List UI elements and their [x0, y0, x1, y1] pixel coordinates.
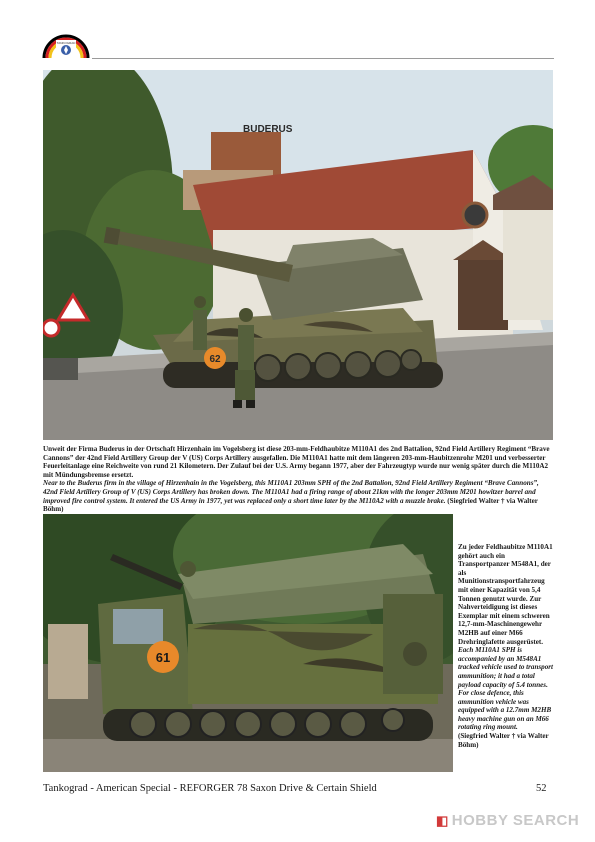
caption-photo2-english: Each M110A1 SPH is accompanied by an M548A1 tracked vehicle used to transport ammunition; it had a total payload capacity of 5.4 tonnes. For close defence, this ammunition vehicle was equipped with a 12.7mm M2HB heavy machine gun on an M66 rotating ring mount.: [458, 646, 553, 732]
caption-photo1-credit: (Siegfried Walter † via Walter Böhm): [43, 496, 538, 514]
photo-m110a1-howitzer: [43, 70, 553, 440]
caption-photo2-credit: (Siegfried Walter † via Walter Böhm): [458, 732, 549, 749]
howitzer-hull-number: 62: [209, 354, 221, 365]
header-rule: [92, 58, 554, 59]
photo-m548a1-ammunition-carrier: [43, 514, 453, 772]
carrier-hull-number: 61: [155, 650, 171, 665]
footer-book-title: Tankograd - American Special - REFORGER 78 Saxon Drive & Certain Shield: [43, 783, 377, 794]
logo-text: TANKOGRAD: [56, 41, 76, 45]
building-sign: BUDERUS: [243, 124, 293, 135]
caption-photo1-german: Unweit der Firma Buderus in der Ortschaft Hirzenhain im Vogelsberg ist diese 203-mm-Feldhaubitze M110A1 des 2nd Battalion, 92nd Field Artillery Regiment “Brave Cannons” der 42nd Field Artillery Group der V (US) Corps Artillery ausgefallen. Die M110A1 hatte mit dem längeren 203-mm-Haubitzenrohr M201 und verbesserter Feuerleitanlage eine Reichweite von rund 21 Kilometern. Der Zulauf bei der U.S. Army begann 1977, aber der Fahrzeugtyp wurde nur wenig später durch die M110A2 mit Mündungsbremse ersetzt.: [43, 445, 550, 479]
caption-photo1: [43, 445, 553, 514]
caption-photo2-german: Zu jeder Feldhaubitze M110A1 gehört auch ein Transportpanzer M548A1, der als Munitionstransportfahrzeug mit einer Kapazität von 5,4 Tonnen genutzt wurde. Zur Nahverteidigung ist dieses Exemplar mit einem schweren 12,7-mm-Maschinengewehr M2HB auf einer M66 Drehringlafette ausgerüstet.: [458, 543, 553, 646]
watermark-logo-icon: ◧: [436, 813, 449, 828]
hobby-search-watermark: [436, 812, 579, 829]
caption-photo1-english: Near to the Buderus firm in the village of Hirzenhain in the Vogelsberg, this M110A1 203mm SPH of the 2nd Battalion, 92nd Field Artillery Regiment “Brave Cannons”, 42nd Field Artillery Group of V (US) Corps Artillery has broken down. The M110A1 had a firing range of about 21km with the longer 203mm M201 howitzer barrel and improved fire control system. It entered the US Army in 1977, yet was replaced only a short time later by the M110A2 with a muzzle brake.: [43, 479, 539, 505]
publisher-logo: [42, 28, 90, 60]
page-number: 52: [536, 783, 547, 794]
caption-photo2: [458, 543, 554, 749]
watermark-text: HOBBY SEARCH: [451, 812, 580, 829]
